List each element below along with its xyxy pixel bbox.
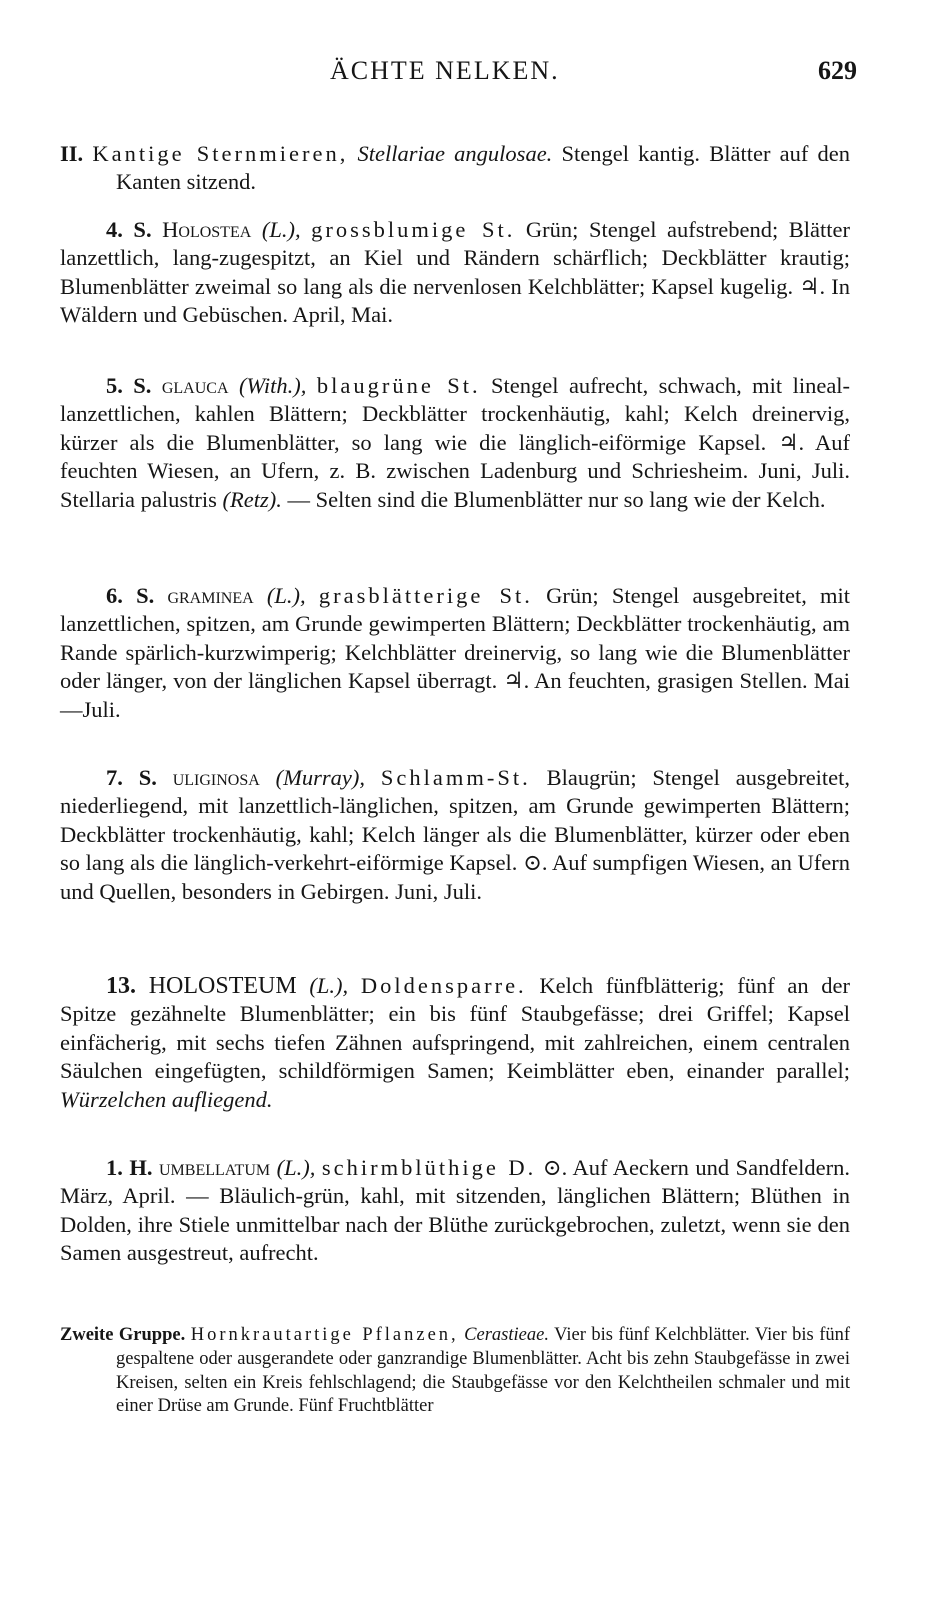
common-name: grasblätterige St. xyxy=(318,583,533,608)
species-name: glauca xyxy=(161,373,229,398)
second-group-paragraph xyxy=(60,1324,850,1419)
entry-text-after: — Selten sind die Blumenblätter nur so lang wie der Kelch. xyxy=(287,486,826,512)
common-name: blaugrüne St. xyxy=(316,373,481,398)
species-entry-holostea xyxy=(60,216,850,330)
common-name: Schlamm-St. xyxy=(380,765,531,790)
species-author: (L.), xyxy=(266,583,306,608)
species-name: graminea xyxy=(167,583,254,608)
entry-text: Blaugrün; Stengel ausgebreitet, niederliegend, mit lanzettlich-länglichen, spitzen, am Grunde gewimperten Blättern; Deckblätter trockenhäutig, kahl; Kelch länger als die Blumenblätter, kürzer oder eben so lang als die länglich-verkehrt-eiförmige Kapsel. ⊙. Auf sumpfigen Wiesen, an Ufern und Quellen, besonders in Gebirgen. Juni, Juli. xyxy=(60,765,851,904)
section-text: Stengel kantig. Blätter auf den Kanten sitzend. xyxy=(116,141,851,195)
entry-text: Stengel aufrecht, schwach, mit lineal-lanzettlichen, kahlen Blättern; Deckblätter trockenhäutig, kahl; Kelch dreinervig, kürzer als die Blumenblätter, so lang wie die länglich-eiförmige Kapsel. ♃. Auf feuchten Wiesen, an Ufern, z. B. zwischen Ladenburg und Schriesheim. Juni, Juli. Stellaria palustris xyxy=(60,373,851,512)
group-latin: Cerastieae. xyxy=(464,1325,549,1345)
entry-number: 7. S. xyxy=(106,765,157,790)
running-head xyxy=(0,56,930,96)
page-number: 629 xyxy=(818,56,857,85)
genus-entry-holosteum xyxy=(60,972,850,1114)
entry-number: 4. S. xyxy=(106,217,152,242)
species-entry-umbellatum xyxy=(60,1154,850,1268)
species-entry-uliginosa xyxy=(60,764,850,906)
genus-text: Kelch fünfblätterig; fünf an der Spitze gezähnelte Blumenblätter; ein bis fünf Staubgefässe; drei Griffel; Kapsel einfächerig, mit sechs tiefen Zähnen aufspringend, mit zahlreichen, einem centralen Säulchen eingefügten, schildförmigen Samen; Keimblätter eben, einander parallel; xyxy=(60,973,851,1084)
species-name: Holostea xyxy=(162,217,252,242)
species-name: uliginosa xyxy=(172,765,260,790)
section-label: II. xyxy=(60,141,84,166)
group-label: Zweite Gruppe. xyxy=(60,1325,186,1345)
species-author: (With.), xyxy=(238,373,307,398)
species-author: (L.), xyxy=(276,1155,316,1180)
common-name: Doldensparre. xyxy=(360,973,527,998)
section-latin: Stellariae angulosae. xyxy=(357,141,553,166)
entry-number: 5. S. xyxy=(106,373,152,398)
species-author: (L.), xyxy=(261,217,301,242)
species-author: (Murray), xyxy=(275,765,366,790)
entry-number: 1. H. xyxy=(106,1155,153,1180)
entry-text: Grün; Stengel ausgebreitet, mit lanzettlichen, spitzen, am Grunde gewimperten Blättern; Deckblätter trockenhäutig, am Rande spärlich-kurzwimperig; Kelchblätter dreinervig, so lang wie die Blumenblätter oder länger, von der länglichen Kapsel überragt. ♃. An feuchten, grasigen Stellen. Mai—Juli. xyxy=(60,583,851,722)
common-name: grossblumige St. xyxy=(311,217,516,242)
page-title: ÄCHTE NELKEN. xyxy=(330,56,560,85)
genus-author: (L.), xyxy=(309,973,349,998)
entry-text: Grün; Stengel aufstrebend; Blätter lanzettlich, lang-zugespitzt, an Kiel und Rändern schärflich; Deckblätter krautig; Blumenblätter zweimal so lang als die nervenlosen Kelchblätter; Kapsel kugelig. ♃. In Wäldern und Gebüschen. April, Mai. xyxy=(60,217,851,328)
section-name: Kantige Sternmieren, xyxy=(92,141,349,166)
entry-number: 6. S. xyxy=(106,583,155,608)
genus-name: HOLOSTEUM xyxy=(148,973,297,999)
entry-text: ⊙. Auf Aeckern und Sandfeldern. März, April. — Bläulich-grün, kahl, mit sitzenden, länglichen Blättern; Blüthen in Dolden, ihre Stiele unmittelbar nach der Blüthe zurückgebrochen, zuletzt, wenn sie den Samen ausgestreut, aufrecht. xyxy=(60,1155,850,1266)
genus-number: 13. xyxy=(106,973,136,999)
species-entry-glauca xyxy=(60,372,850,514)
genus-text-italic: Würzelchen aufliegend. xyxy=(60,1086,273,1112)
group-text: Vier bis fünf Kelchblätter. Vier bis fünf gespaltene oder ausgerandete oder ganzrandige Blumenblätter. Acht bis zehn Staubgefässe in zwei Kreisen, selten ein Kreis fehlschlagend; die Staubgefässe vor den Kelchtheilen schmaler und mit einer Drüse am Grunde. Fünf Fruchtblätter xyxy=(116,1325,851,1417)
common-name: schirmblüthige D. xyxy=(321,1155,537,1180)
section-ii-heading xyxy=(60,140,850,197)
group-name: Hornkrautartige Pflanzen, xyxy=(190,1325,459,1345)
species-entry-graminea xyxy=(60,582,850,724)
species-name: umbellatum xyxy=(159,1155,271,1180)
reference-author: (Retz). xyxy=(222,486,282,512)
